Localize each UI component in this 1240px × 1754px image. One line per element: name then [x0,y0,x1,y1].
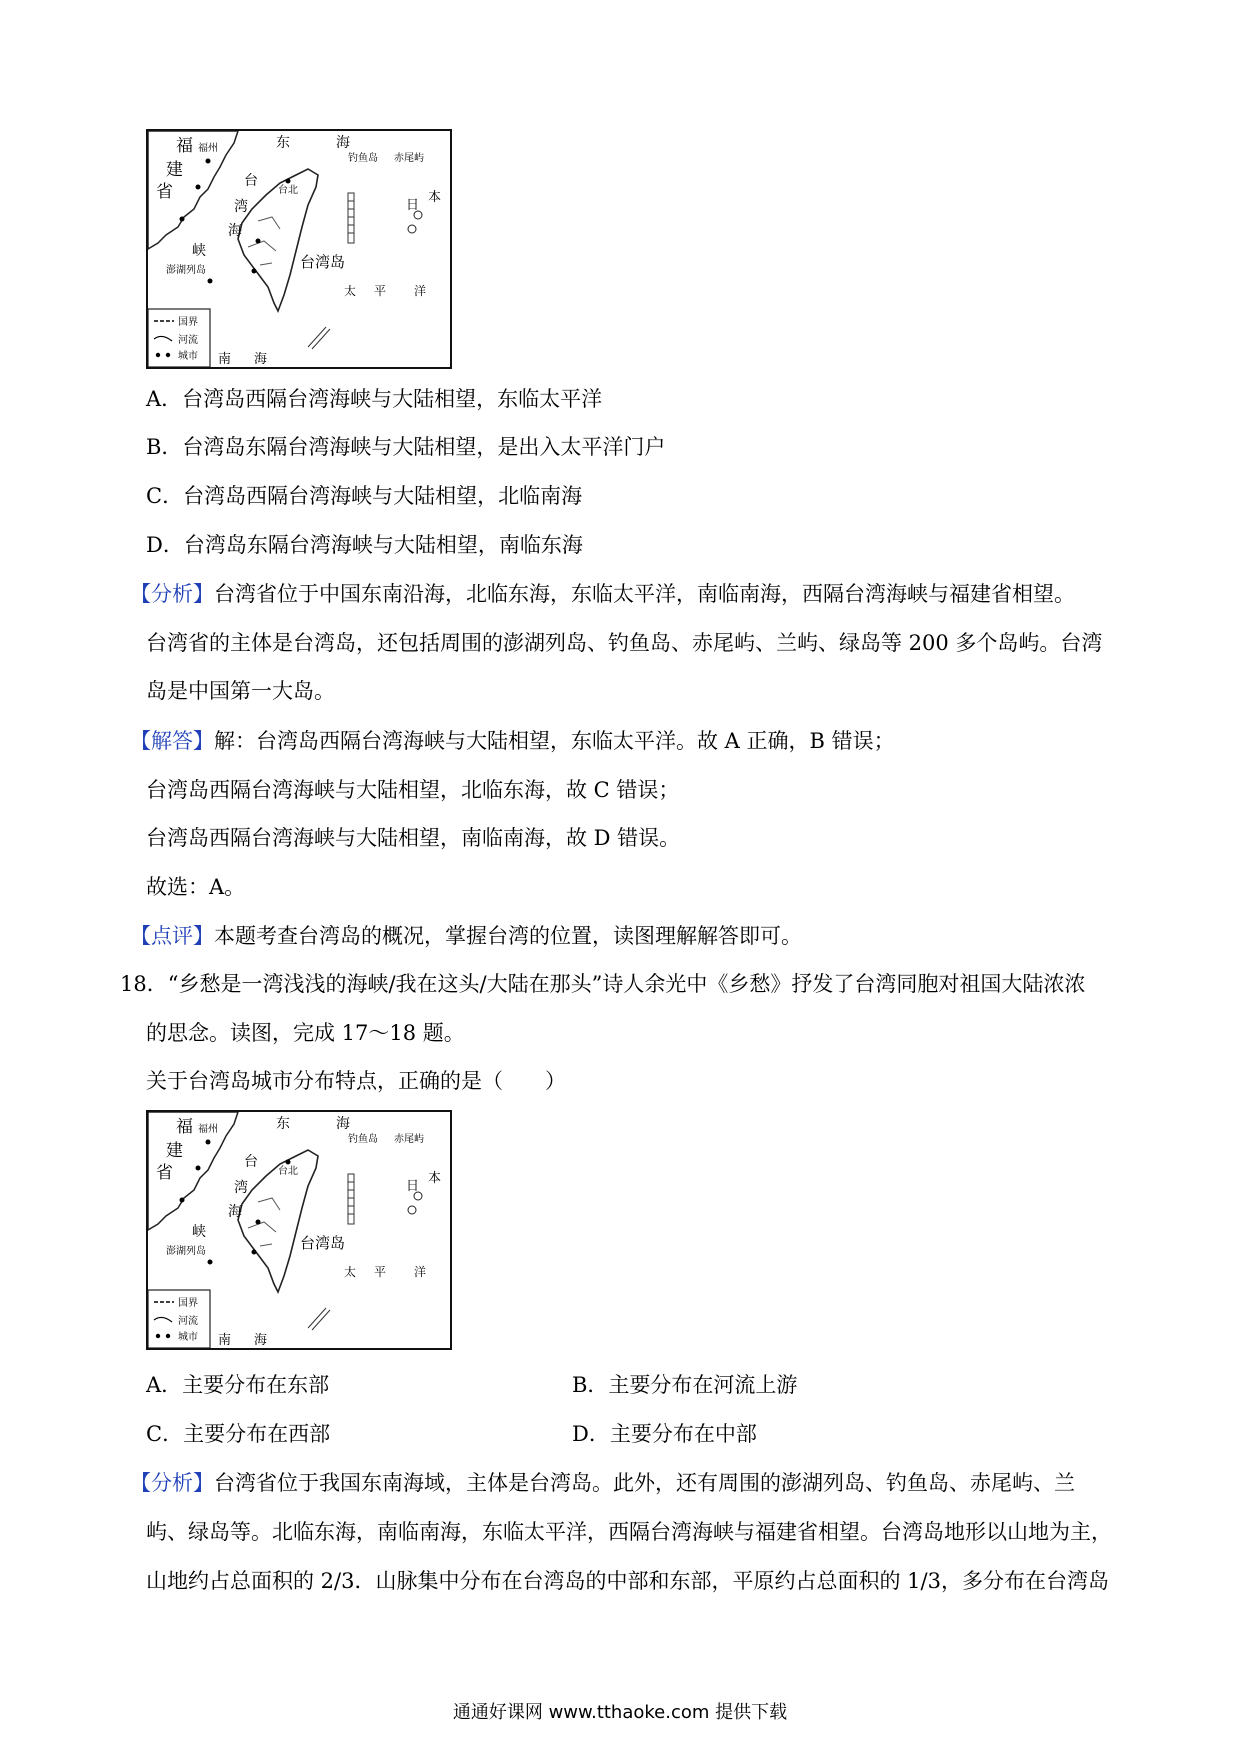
map-1-label-hai-west: 海 [228,223,242,239]
q18-stem-line-2: 的思念。读图，完成 17～18 题。 [146,1021,465,1045]
map-1-legend-city: 城市 [178,351,198,362]
map-1-label-tai: 台 [244,173,258,189]
map-2-label-tai: 台 [244,1154,258,1170]
map-1-label-hai-north: 海 [336,135,350,151]
q17-answer-text-1: 解：台湾岛西隔台湾海峡与大陆相望，东临太平洋。故 A 正确，B 错误； [214,729,895,753]
q18-analysis-line-2: 屿、绿岛等。北临东海，南临南海，东临太平洋，西隔台湾海峡与福建省相望。台湾岛地形以山地为主， [146,1520,1112,1544]
q17-option-a: A．台湾岛西隔台湾海峡与大陆相望，东临太平洋 [146,387,603,411]
map-1-label-fujian: 福 [176,136,193,156]
q17-answer-line-2: 台湾岛西隔台湾海峡与大陆相望，北临东海，故 C 错误； [146,778,680,802]
q18-option-a: A．主要分布在东部 [146,1373,330,1397]
map-2-legend-border: 国界 [178,1298,198,1309]
q17-analysis-tag: 【分析】 [130,582,214,606]
map-1-label-dong: 东 [276,135,290,151]
map-2-label-penghu: 澎湖列岛 [166,1246,206,1257]
q18-stem-line-1: 18．“乡愁是一湾浅浅的海峡/我在这头/大陆在那头”诗人余光中《乡愁》抒发了台湾同胞对祖国大陆浓浓 [120,972,1086,996]
map-1-label-ping: 平 [374,284,387,298]
q18-analysis-text-1: 台湾省位于我国东南海域，主体是台湾岛。此外，还有周围的澎湖列岛、钓鱼岛、赤尾屿、兰 [214,1471,1075,1495]
q17-comment-text: 本题考查台湾岛的概况，掌握台湾的位置，读图理解解答即可。 [214,924,802,948]
taiwan-map-1 [146,129,452,369]
map-1-label-taiwan-island: 台湾岛 [300,253,346,271]
map-2-label-xia: 峡 [192,1224,206,1240]
map-2-label-taipei: 台北 [278,1166,298,1177]
q17-comment-tag: 【点评】 [130,924,214,948]
page-footer: 通通好课网 www.tthaoke.com 提供下载 [452,1702,788,1723]
q17-option-c: C．台湾岛西隔台湾海峡与大陆相望，北临南海 [146,484,583,508]
map-2-label-fujian: 福 [176,1117,193,1137]
map-2-label-yang: 洋 [414,1265,427,1279]
map-1-legend-border: 国界 [178,317,198,328]
map-2-label-diaoyu: 钓鱼岛 [348,1134,378,1145]
map-2-label-ben: 本 [428,1171,442,1186]
map-1-label-diaoyu: 钓鱼岛 [348,153,378,164]
q18-analysis-line-3: 山地约占总面积的 2/3．山脉集中分布在台湾岛的中部和东部，平原约占总面积的 1/3，多分布在台湾岛 [146,1569,1109,1593]
map-2-label-hai-west: 海 [228,1204,242,1220]
map-2-label-ri: 日 [406,1179,420,1194]
map-2-label-chiwei: 赤尾屿 [394,1134,424,1145]
map-1-drawing [148,131,450,367]
q18-option-b: B．主要分布在河流上游 [572,1373,798,1397]
q18-option-c: C．主要分布在西部 [146,1422,331,1446]
map-2-label-sheng: 省 [156,1163,173,1183]
map-1-label-sheng: 省 [156,182,173,202]
map-2-label-hai-north: 海 [336,1116,350,1132]
q17-analysis-line-1 [130,579,1075,609]
map-1-label-xia: 峡 [192,243,206,259]
taiwan-map-2 [146,1110,452,1350]
map-1-label-nan: 南 [218,352,232,367]
map-2-legend-city: 城市 [178,1332,198,1343]
map-1-legend-river: 河流 [178,335,198,346]
map-1-label-ri: 日 [406,198,420,213]
map-2-label-hai-south: 海 [254,1333,268,1348]
map-2-label-wan: 湾 [234,1180,248,1196]
map-1-label-jian: 建 [166,160,183,180]
q17-analysis-text-1: 台湾省位于中国东南沿海，北临东海，东临太平洋，南临南海，西隔台湾海峡与福建省相望。 [214,582,1075,606]
map-1-label-yang: 洋 [414,284,427,298]
q18-analysis-line-1 [130,1468,1075,1498]
map-2-label-nan: 南 [218,1333,232,1348]
q17-answer-line-4: 故选：A。 [146,875,246,899]
map-2-label-taiwan-island: 台湾岛 [300,1234,346,1252]
q17-answer-tag: 【解答】 [130,729,214,753]
q18-option-d: D．主要分布在中部 [572,1422,757,1446]
map-1-label-tai2: 太 [344,284,357,298]
map-1-label-hai-south: 海 [254,352,268,367]
q17-analysis-line-3: 岛是中国第一大岛。 [146,679,335,703]
q17-option-b: B．台湾岛东隔台湾海峡与大陆相望，是出入太平洋门户 [146,435,666,459]
q17-option-d: D．台湾岛东隔台湾海峡与大陆相望，南临东海 [146,533,583,557]
map-2-drawing [148,1112,450,1348]
map-2-legend-river: 河流 [178,1316,198,1327]
map-1-label-wan: 湾 [234,199,248,215]
q17-answer-line-1 [130,726,895,756]
map-2-label-fuzhou: 福州 [198,1124,218,1135]
q17-analysis-line-2: 台湾省的主体是台湾岛，还包括周围的澎湖列岛、钓鱼岛、赤尾屿、兰屿、绿岛等 200 多个岛屿。台湾 [146,631,1103,655]
map-2-label-jian: 建 [166,1141,183,1161]
map-2-label-tai2: 太 [344,1265,357,1279]
map-1-label-taipei: 台北 [278,185,298,196]
map-1-label-penghu: 澎湖列岛 [166,265,206,276]
q18-stem-line-3: 关于台湾岛城市分布特点，正确的是（ ） [146,1069,566,1093]
map-1-label-chiwei: 赤尾屿 [394,153,424,164]
q17-comment-line [130,921,802,951]
q18-analysis-tag: 【分析】 [130,1471,214,1495]
map-2-label-dong: 东 [276,1116,290,1132]
map-2-label-ping: 平 [374,1265,387,1279]
map-1-label-ben: 本 [428,190,442,205]
map-1-label-fuzhou: 福州 [198,143,218,154]
q17-answer-line-3: 台湾岛西隔台湾海峡与大陆相望，南临南海，故 D 错误。 [146,826,681,850]
